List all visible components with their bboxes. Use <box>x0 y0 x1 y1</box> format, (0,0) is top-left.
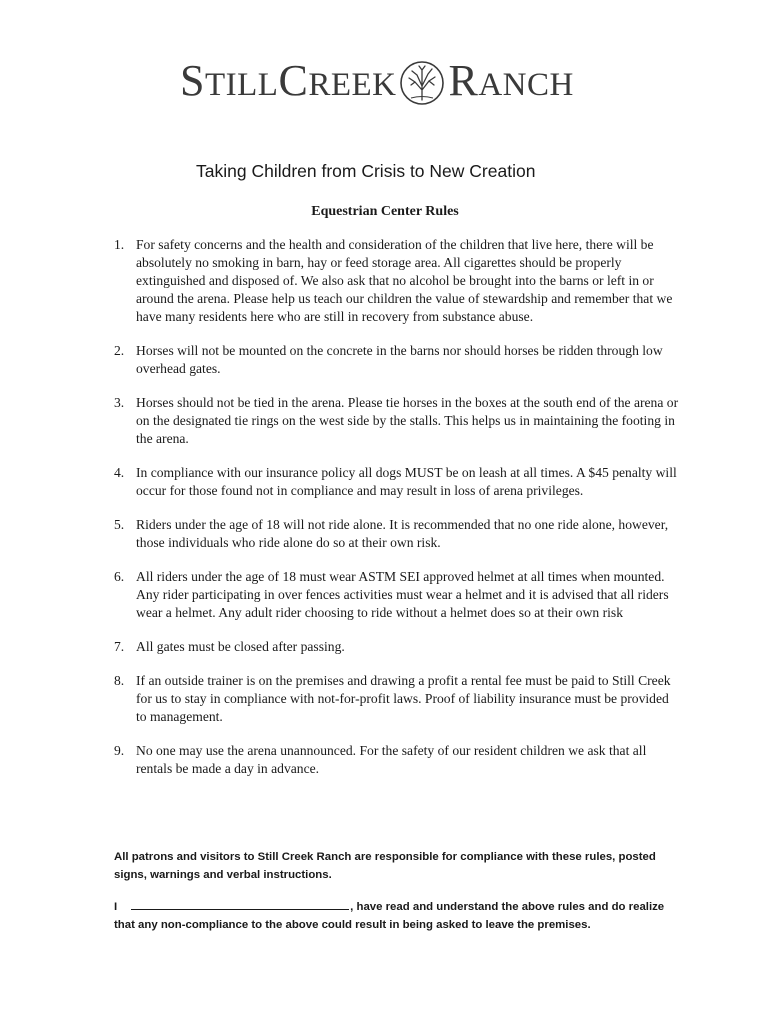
rule-item <box>114 672 680 726</box>
rule-text: In compliance with our insurance policy all dogs MUST be on leash at all times. A $45 penalty will occur for those found not in compliance and may result in loss of arena privileges. <box>136 465 677 498</box>
rule-text: All gates must be closed after passing. <box>136 639 345 654</box>
acknowledgement-statement <box>114 897 684 934</box>
rule-item <box>114 638 680 656</box>
document-title: Equestrian Center Rules <box>311 204 459 219</box>
rule-number: 9. <box>114 743 125 758</box>
logo-letters: ANCH <box>478 67 574 103</box>
logo-word-creek <box>278 56 397 107</box>
ranch-logo <box>180 56 574 108</box>
logo-letters: REEK <box>308 67 397 103</box>
rule-number: 8. <box>114 673 125 688</box>
rule-item <box>114 568 680 622</box>
rule-text: All riders under the age of 18 must wear ASTM SEI approved helmet at all times when mounted. Any rider participating in over fences activities must wear a helmet and it is advised that all riders wear a helmet. Any adult rider choosing to ride without a helmet does so at their own risk <box>136 569 669 620</box>
rule-number: 1. <box>114 237 125 252</box>
rule-item <box>114 394 680 448</box>
ack-prefix: I <box>114 901 118 913</box>
tree-logo-icon <box>397 60 447 106</box>
rule-item <box>114 236 680 326</box>
rule-item <box>114 742 680 778</box>
ack-text: , have read and understand the above rules and do realize that any non-compliance to the above could result in being asked to leave the premises. <box>114 901 665 931</box>
rule-item <box>114 516 680 552</box>
logo-letter: C <box>278 56 309 105</box>
logo-word-ranch <box>448 56 574 107</box>
name-signature-line[interactable] <box>131 897 349 910</box>
rules-list <box>114 236 680 794</box>
rule-text: Horses should not be tied in the arena. Please tie horses in the boxes at the south end of the arena or on the designated tie rings on the west side by the stalls. This helps us in maintaining the footing in the arena. <box>136 395 679 446</box>
rule-item <box>114 342 680 378</box>
tagline: Taking Children from Crisis to New Creation <box>196 161 536 181</box>
rule-number: 3. <box>114 395 125 410</box>
rule-text: Horses will not be mounted on the concrete in the barns nor should horses be ridden through low overhead gates. <box>136 343 663 376</box>
rule-number: 2. <box>114 343 125 358</box>
rule-text: Riders under the age of 18 will not ride alone. It is recommended that no one ride alone, however, those individuals who ride alone do so at their own risk. <box>136 517 669 550</box>
rule-text: If an outside trainer is on the premises and drawing a profit a rental fee must be paid to Still Creek for us to stay in compliance with not-for-profit laws. Proof of liability insurance must be provided to management. <box>136 673 671 724</box>
logo-letter: S <box>180 56 205 105</box>
logo-letter: R <box>448 56 479 105</box>
rule-text: For safety concerns and the health and consideration of the children that live here, there will be absolutely no smoking in barn, hay or feed storage area. All cigarettes should be properly extinguished and disposed of. We also ask that no alcohol be brought into the barns or left in or around the arena. Please help us teach our children the value of stewardship and remember that we have many residents here who are still in recovery from substance abuse. <box>136 237 673 324</box>
rule-number: 6. <box>114 569 125 584</box>
rule-item <box>114 464 680 500</box>
compliance-notice: All patrons and visitors to Still Creek Ranch are responsible for compliance with these rules, posted signs, warnings and verbal instructions. <box>114 851 656 881</box>
rule-number: 5. <box>114 517 125 532</box>
rule-text: No one may use the arena unannounced. For the safety of our resident children we ask that all rentals be made a day in advance. <box>136 743 647 776</box>
rule-number: 4. <box>114 465 125 480</box>
logo-letters: TILL <box>204 67 279 103</box>
logo-word-still <box>180 56 279 107</box>
rule-number: 7. <box>114 639 125 654</box>
